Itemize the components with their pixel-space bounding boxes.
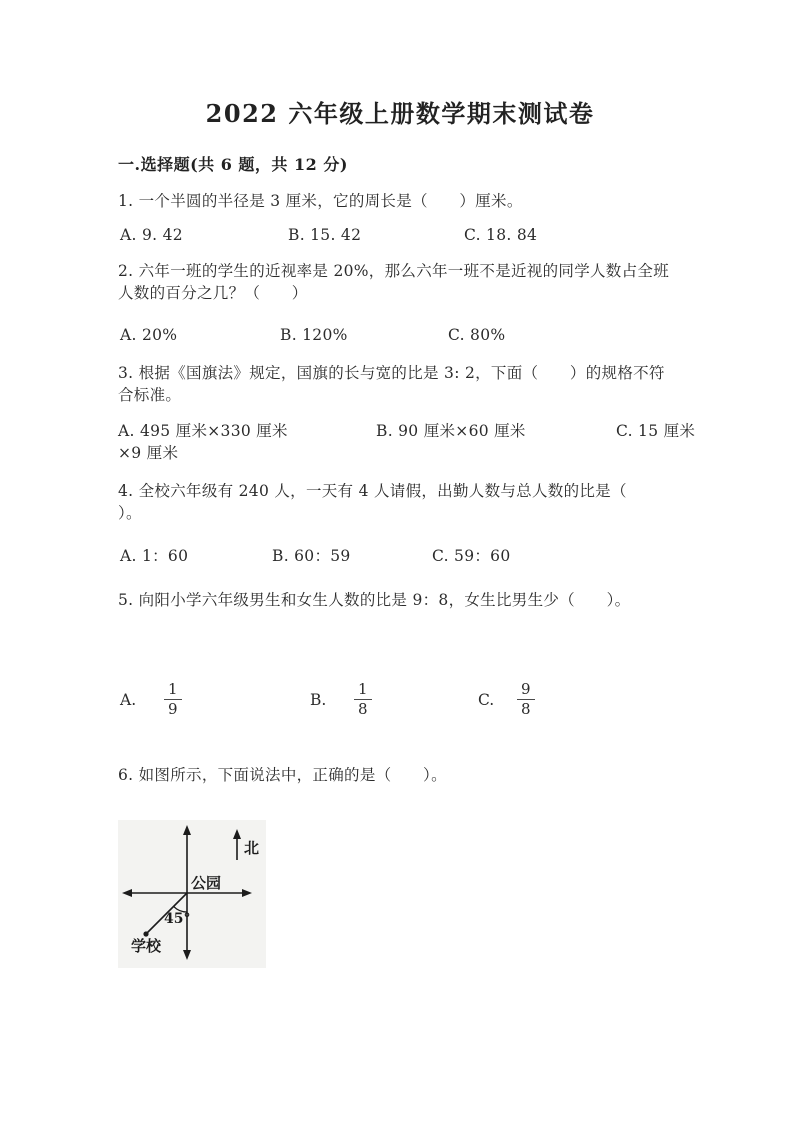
question-6-text: 6. 如图所示，下面说法中，正确的是（ ）。 [118, 766, 447, 784]
question-4-text: 4. 全校六年级有 240 人，一天有 4 人请假，出勤人数与总人数的比是（ ）。 [118, 482, 659, 522]
question-4-option-a: A. 1：60 [120, 547, 189, 565]
question-5-option-a-fraction [164, 680, 182, 719]
north-arrow-head-icon [233, 829, 241, 839]
question-5-option-a-letter: A. [120, 691, 137, 709]
question-5-option-c-letter: C. [478, 691, 495, 709]
question-5-option-c-fraction [517, 680, 535, 719]
angle-label: 45° [164, 911, 191, 927]
question-5-options [0, 678, 800, 738]
park-label: 公园 [191, 874, 222, 892]
question-2-option-b: B. 120% [280, 326, 348, 344]
arrow-up-icon [183, 825, 191, 835]
question-3-text: 3. 根据《国旗法》规定，国旗的长与宽的比是 3: 2，下面（ ）的规格不符合标准。 [118, 364, 665, 404]
question-3-option-c: C. 15 厘米×9 厘米 [118, 422, 696, 462]
question-5-text: 5. 向阳小学六年级男生和女生人数的比是 9：8，女生比男生少（ ）。 [118, 591, 631, 609]
question-3-option-a: A. 495 厘米×330 厘米 [118, 422, 288, 440]
question-5-option-b-fraction [354, 680, 372, 719]
fraction-denominator: 8 [517, 699, 535, 719]
arrow-right-icon [242, 889, 252, 897]
arrow-down-icon [183, 950, 191, 960]
fraction-numerator: 9 [521, 680, 531, 698]
question-1-option-c: C. 18. 84 [464, 226, 538, 244]
compass-axes [118, 820, 266, 968]
question-5-option-b-letter: B. [310, 691, 327, 709]
school-label: 学校 [131, 937, 162, 955]
question-2-text: 2. 六年一班的学生的近视率是 20%，那么六年一班不是近视的同学人数占全班人数的百分之几？（ ） [118, 262, 669, 302]
page-title: 2022 六年级上册数学期末测试卷 [205, 99, 595, 128]
question-1-text: 1. 一个半圆的半径是 3 厘米，它的周长是（ ）厘米。 [118, 192, 523, 210]
question-3-options [118, 420, 696, 464]
north-label: 北 [244, 839, 260, 857]
question-4-option-c: C. 59：60 [432, 547, 511, 565]
arrow-left-icon [122, 889, 132, 897]
question-1-option-a: A. 9. 42 [120, 226, 183, 244]
direction-diagram [118, 820, 266, 968]
question-2-option-c: C. 80% [448, 326, 506, 344]
fraction-denominator: 8 [354, 699, 372, 719]
question-4-option-b: B. 60：59 [272, 547, 351, 565]
question-1-options [0, 226, 800, 248]
fraction-numerator: 1 [168, 680, 178, 698]
question-2-option-a: A. 20% [120, 326, 178, 344]
section-heading: 一.选择题(共 6 题，共 12 分) [118, 155, 348, 174]
fraction-numerator: 1 [358, 680, 368, 698]
question-2-options [0, 326, 800, 348]
school-point [143, 931, 148, 936]
question-4-options [0, 544, 800, 566]
fraction-denominator: 9 [164, 699, 182, 719]
question-3-option-b: B. 90 厘米×60 厘米 [376, 422, 526, 440]
question-1-option-b: B. 15. 42 [288, 226, 362, 244]
